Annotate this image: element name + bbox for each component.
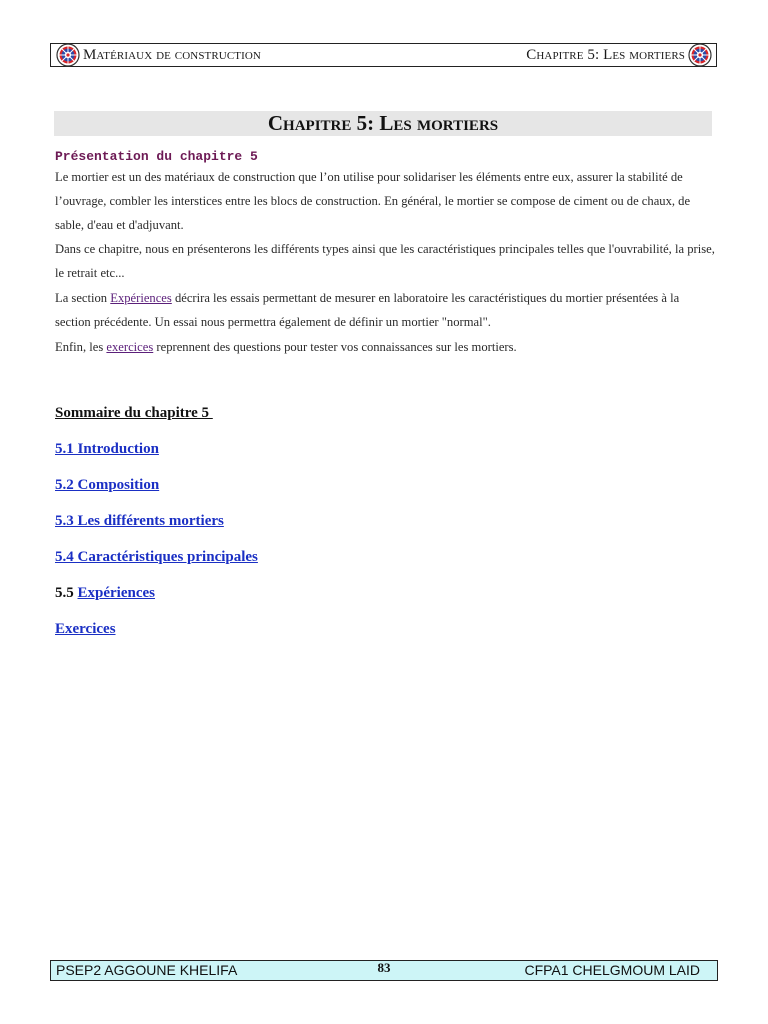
toc-link-exercises[interactable]: Exercices: [55, 621, 116, 637]
experiences-link[interactable]: Expériences: [110, 290, 172, 305]
page-number: 83: [377, 960, 391, 975]
toc-item: [55, 584, 258, 620]
toc-link-composition[interactable]: 5.2 Composition: [55, 477, 160, 493]
experiences-text-after: décrira les essais permettant de mesurer en laboratoire les caractéristiques du mortier présentées à la section précédente. Un essai nous permettra également de définir un mortier "normal".: [55, 290, 680, 329]
exercises-text-after: reprennent des questions pour tester vos connaissances sur les mortiers.: [153, 339, 517, 354]
header-right: [526, 43, 712, 67]
header-left: [56, 43, 261, 67]
toc-list: [55, 440, 258, 656]
toc-link-characteristics[interactable]: 5.4 Caractéristiques principales: [55, 549, 258, 565]
experiences-text-before: La section: [55, 290, 111, 305]
toc-link-introduction[interactable]: 5.1 Introduction: [55, 441, 159, 457]
toc-item: [55, 548, 258, 584]
header-chapter-title: Chapitre 5: Les mortiers: [526, 46, 685, 63]
footer-author: PSEP2 AGGOUNE KHELIFA: [56, 962, 238, 978]
section-heading: Présentation du chapitre 5: [55, 149, 258, 164]
running-footer: [50, 960, 718, 981]
chapter-title-bar: [54, 111, 712, 136]
footer-institution: CFPA1 CHELGMOUM LAID: [524, 962, 700, 978]
toc-item: [55, 620, 258, 656]
toc-item: [55, 476, 258, 512]
exercises-text-before: Enfin, les: [55, 339, 107, 354]
toc-item: [55, 512, 258, 548]
toc-item: [55, 440, 258, 476]
running-header: [50, 43, 717, 67]
toc-link-types[interactable]: 5.3 Les différents mortiers: [55, 513, 224, 529]
institution-logo-icon: [56, 43, 80, 67]
header-course-title: Matériaux de construction: [83, 46, 261, 63]
chapter-title: Chapitre 5: Les mortiers: [267, 111, 499, 135]
exercises-link[interactable]: exercices: [106, 339, 154, 354]
exercises-paragraph: [55, 336, 715, 360]
toc-prefix: 5.5: [55, 585, 78, 601]
chapter-intro: [55, 166, 715, 360]
types-paragraph: Dans ce chapitre, nous en présenterons les différents types ainsi que les caractéristiques principales telles que l'ouvrabilité, la prise, le retrait etc...: [55, 242, 715, 281]
toc-title: Sommaire du chapitre 5: [55, 405, 213, 421]
institution-logo-icon: [688, 43, 712, 67]
experiences-paragraph: [55, 287, 715, 335]
intro-paragraph: Le mortier est un des matériaux de construction que l’on utilise pour solidariser les éléments entre eux, assurer la stabilité de l’ouvrage, combler les interstices entre les blocs de construction. En général, le mortier se compose de ciment ou de chaux, de sable, d'eau et d'adjuvant.: [55, 170, 691, 232]
toc-link-experiences[interactable]: Expériences: [77, 585, 155, 601]
